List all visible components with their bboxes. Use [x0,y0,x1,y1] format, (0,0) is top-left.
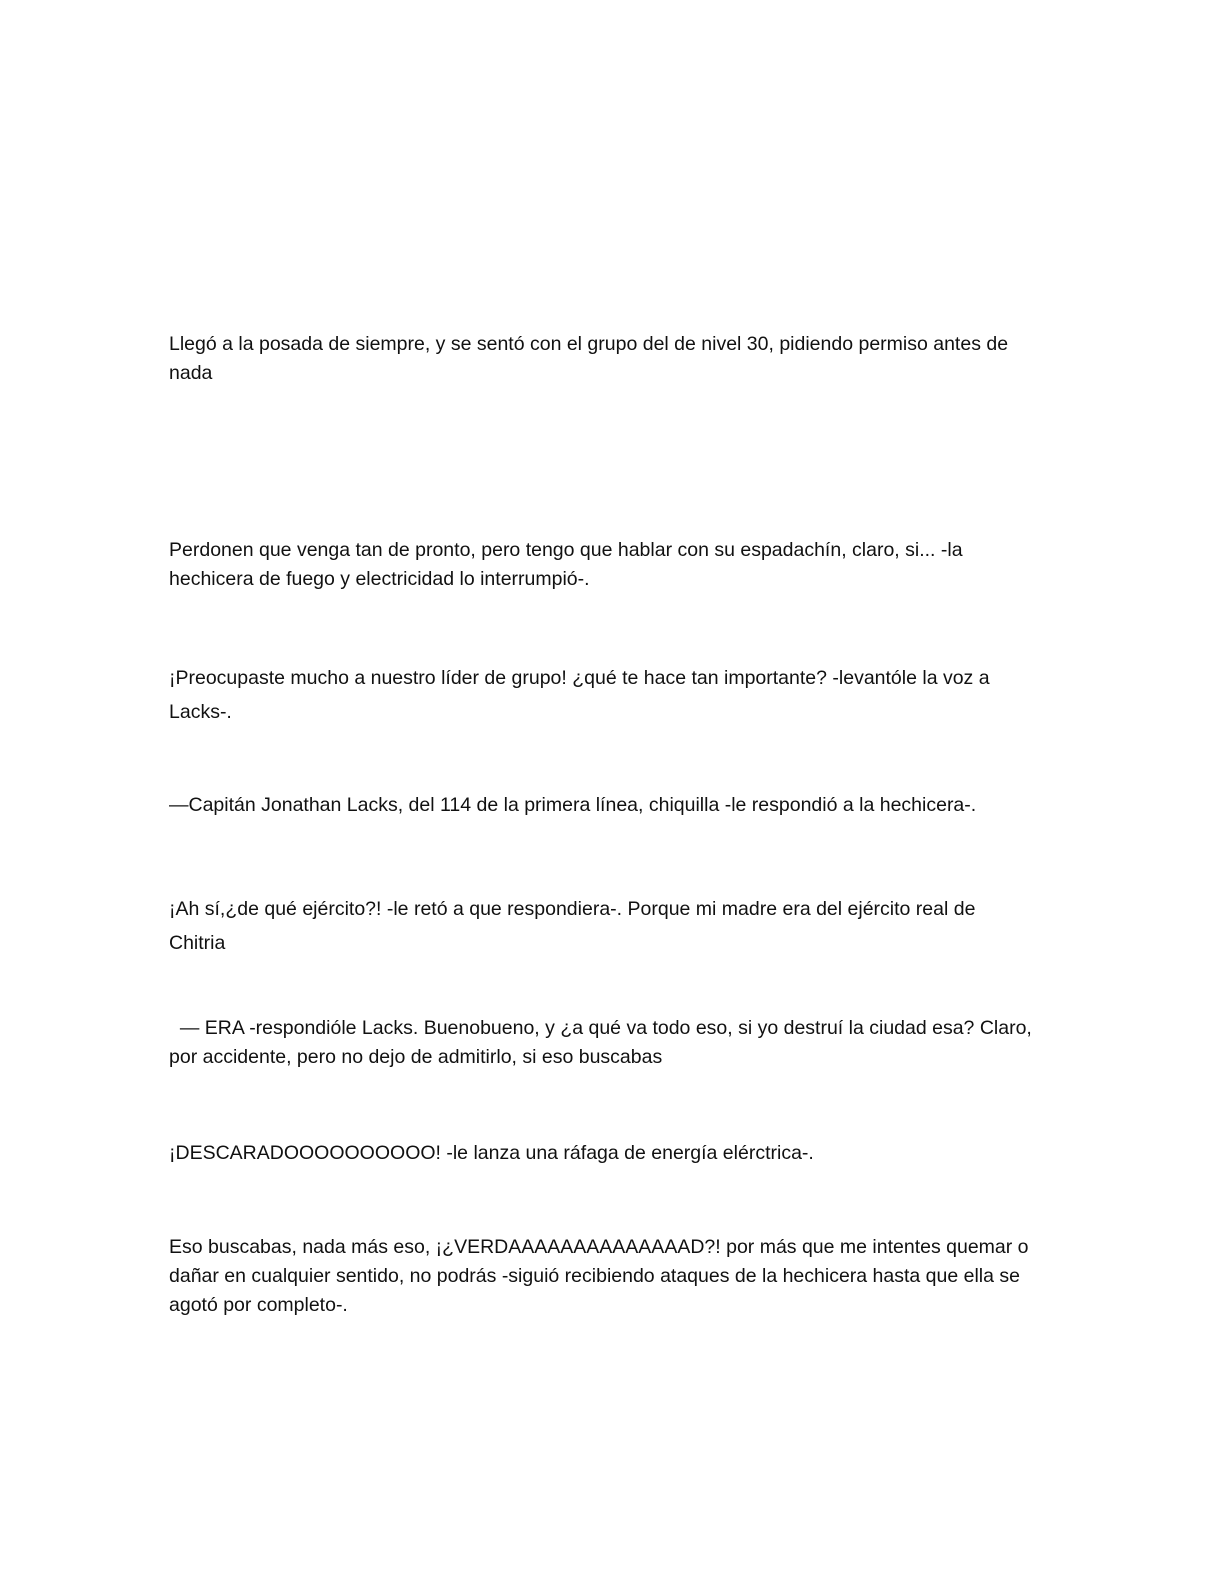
paragraph-8 [169,1233,1039,1320]
text-line: Chitria [169,932,226,954]
paragraph-1 [169,330,1039,388]
text-line: Perdonen que venga tan de pronto, pero tengo que hablar con su espadachín, claro, si... -la [169,539,963,561]
text-line: ¡Ah sí,¿de qué ejército?! -le retó a que respondiera-. Porque mi madre era del ejército real de [169,898,976,920]
paragraph-6 [169,1014,1039,1072]
paragraph-5 [169,892,1039,960]
paragraph-3 [169,661,1039,729]
text-line: Eso buscabas, nada más eso, ¡¿VERDAAAAAAAAAAAAAAD?! por más que me intentes quemar o [169,1236,1029,1258]
text-line: dañar en cualquier sentido, no podrás -siguió recibiendo ataques de la hechicera hasta que ella se [169,1265,1020,1287]
paragraph-7 [169,1139,1039,1168]
text-line: — ERA -respondióle Lacks. Buenobueno, y ¿a qué va todo eso, si yo destruí la ciudad esa? Claro, [169,1017,1032,1039]
text-line: —Capitán Jonathan Lacks, del 114 de la primera línea, chiquilla -le respondió a la hechicera-. [169,794,977,816]
text-line: hechicera de fuego y electricidad lo interrumpió-. [169,568,590,590]
text-line: ¡Preocupaste mucho a nuestro líder de grupo! ¿qué te hace tan importante? -levantóle la voz a [169,667,990,689]
text-line: Lacks-. [169,701,232,723]
text-line: nada [169,362,213,384]
text-line: agotó por completo-. [169,1294,348,1316]
paragraph-2 [169,536,1039,594]
text-line: Llegó a la posada de siempre, y se sentó con el grupo del de nivel 30, pidiendo permiso antes de [169,333,1009,355]
text-line: por accidente, pero no dejo de admitirlo, si eso buscabas [169,1046,663,1068]
text-line: ¡DESCARADOOOOOOOOOO! -le lanza una ráfaga de energía elérctrica-. [169,1142,814,1164]
paragraph-4 [169,791,1039,820]
